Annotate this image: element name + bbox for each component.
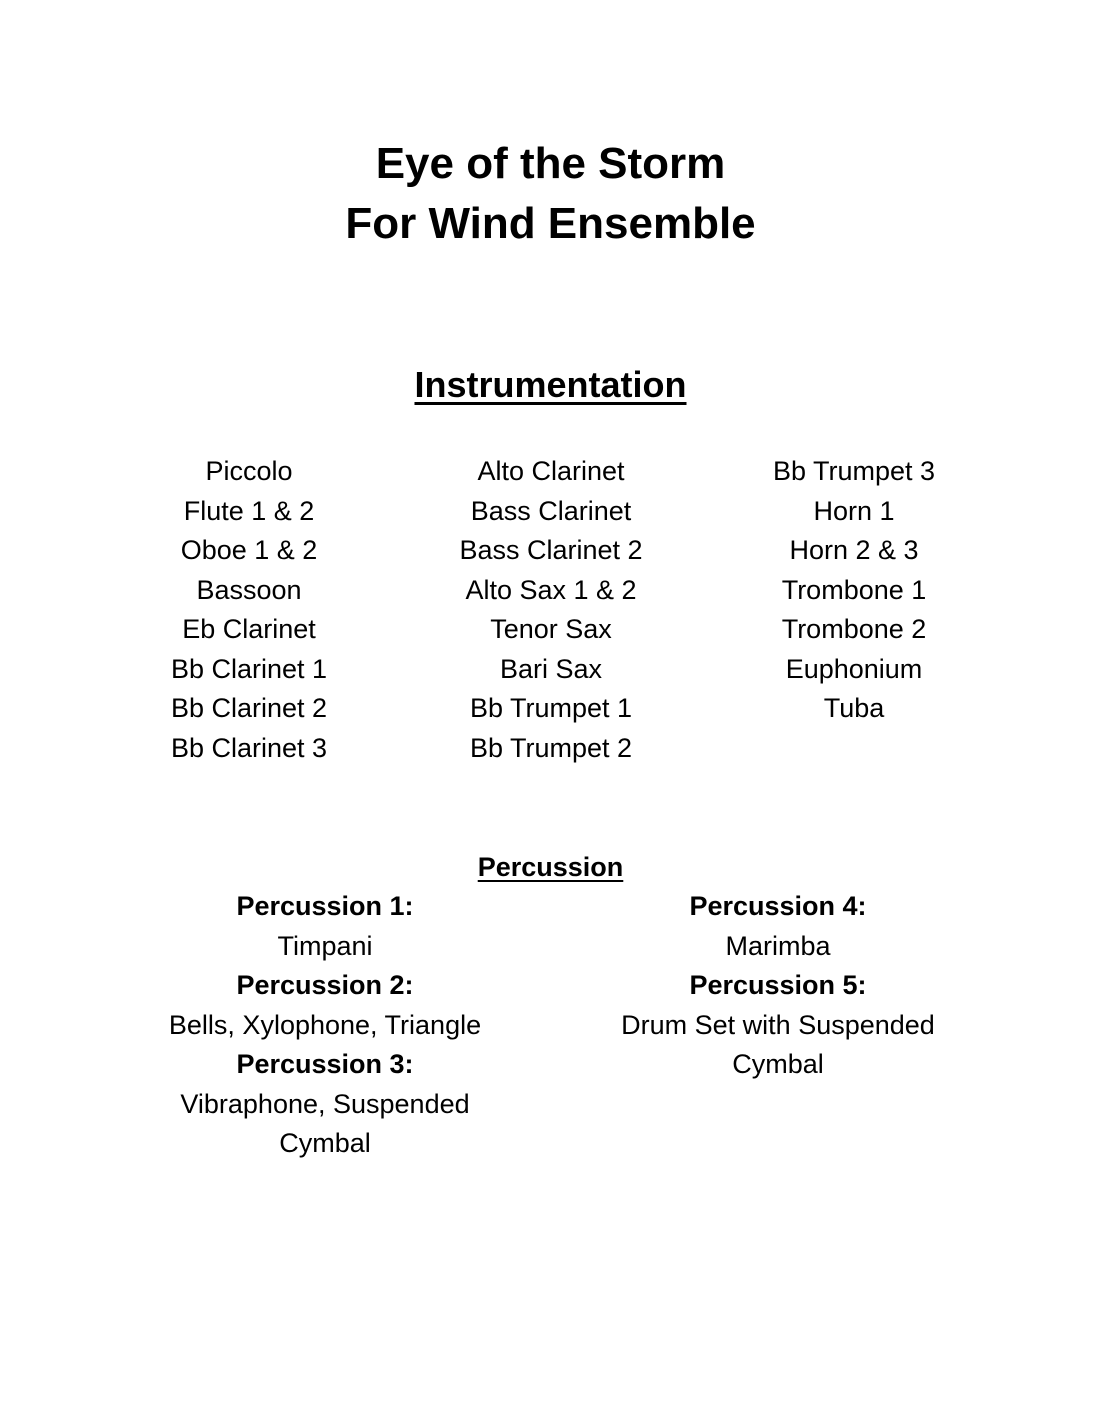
instrument-item: Tuba [823,693,885,723]
instrument-item: Alto Clarinet [477,456,625,486]
instrument-column-1 [79,452,419,768]
instrument-item: Bass Clarinet [470,495,632,526]
instrument-column-2 [381,452,721,768]
percussion-instruments: Drum Set with Suspended Cymbal [621,1009,935,1079]
title-line-1: Eye of the Storm [375,139,726,188]
instrument-item: Bb Clarinet 2 [170,693,328,723]
percussion-label: Percussion 4: [689,891,867,921]
percussion-instruments: Timpani [277,930,373,961]
instrument-item: Oboe 1 & 2 [180,535,318,565]
instrument-item: Bb Trumpet 3 [772,456,936,486]
instrument-item: Euphonium [785,653,923,684]
instrument-item: Trombone 1 [781,574,927,605]
percussion-heading: Percussion [477,852,624,882]
instrument-item: Alto Sax 1 & 2 [465,574,637,605]
title-block [0,134,1101,254]
instrument-item: Eb Clarinet [182,614,316,644]
instrument-column-3 [684,452,1024,729]
percussion-instruments: Bells, Xylophone, Triangle [168,1009,482,1040]
instrument-item: Flute 1 & 2 [183,495,315,526]
instrument-item: Tenor Sax [490,614,612,644]
instrumentation-heading: Instrumentation [414,364,687,405]
percussion-column-right [598,887,958,1085]
instrument-item: Horn 1 [813,495,895,526]
percussion-instruments: Marimba [725,930,831,961]
percussion-label: Percussion 1: [236,891,414,921]
percussion-column-left [145,887,505,1164]
instrument-item: Piccolo [205,456,293,486]
percussion-label: Percussion 2: [236,970,414,1000]
instrument-item: Bb Trumpet 1 [469,693,633,723]
instrument-item: Bb Clarinet 3 [170,732,328,763]
percussion-label: Percussion 3: [236,1049,414,1079]
instrument-item: Trombone 2 [781,614,927,644]
percussion-instruments: Vibraphone, Suspended Cymbal [180,1088,470,1158]
instrument-item: Bb Clarinet 1 [170,653,328,684]
instrument-item: Bari Sax [499,653,603,684]
instrument-item: Bb Trumpet 2 [469,732,633,763]
instrument-item: Horn 2 & 3 [789,535,919,565]
title-line-2: For Wind Ensemble [345,199,756,248]
instrument-item: Bassoon [196,574,302,605]
instrument-item: Bass Clarinet 2 [459,535,643,565]
percussion-label: Percussion 5: [689,970,867,1000]
